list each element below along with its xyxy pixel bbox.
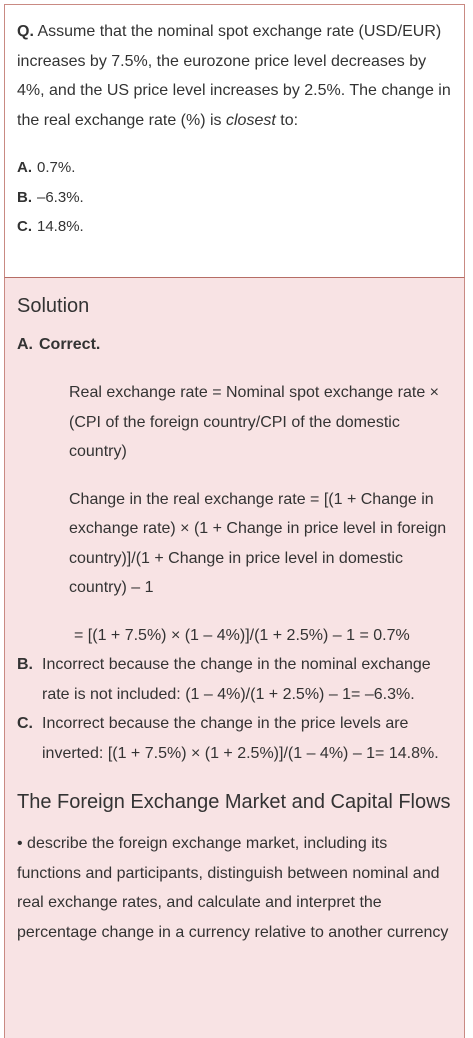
question-prefix: Q.: [17, 23, 34, 40]
formula-real-rate: Real exchange rate = Nominal spot exchange rate × (CPI of the foreign country/CPI of the domestic country): [69, 384, 440, 460]
option-letter: C.: [17, 218, 32, 235]
option-text: 14.8%.: [37, 218, 84, 235]
answer-options: [17, 153, 452, 242]
incorrect-text: Incorrect because the change in the price levels are inverted: [(1 + 7.5%) × (1 + 2.5%)]/(1 – 4%) – 1= 14.8%.: [42, 715, 439, 762]
correct-letter: A.: [17, 336, 33, 353]
solution-card: [4, 278, 465, 1038]
question-main: Assume that the nominal spot exchange rate (USD/EUR) increases by 7.5%, the eurozone price level decreases by 4%, and the US price level increases by 2.5%. The change in the real exchange rate (%) is: [17, 23, 451, 129]
option-text: 0.7%.: [37, 159, 76, 176]
correct-answer: [17, 335, 452, 355]
calculation: = [(1 + 7.5%) × (1 – 4%)]/(1 + 2.5%) – 1 = 0.7%: [74, 626, 410, 644]
question-end: to:: [275, 111, 299, 129]
incorrect-letter: C.: [17, 715, 33, 732]
option-c[interactable]: [17, 212, 452, 242]
question-text: [17, 17, 452, 135]
correct-label: Correct.: [39, 336, 101, 353]
formula-change: Change in the real exchange rate = [(1 + Change in exchange rate) × (1 + Change in price level in foreign country)]/(1 + Change in price level in domestic country) – 1: [69, 490, 447, 596]
option-letter: B.: [17, 188, 32, 206]
solution-heading: Solution: [17, 295, 90, 317]
question-card: [4, 4, 465, 278]
incorrect-b: [17, 650, 452, 709]
incorrect-c: [17, 709, 452, 768]
question-emphasis: closest: [226, 111, 276, 129]
incorrect-text: Incorrect because the change in the nominal exchange rate is not included: (1 – 4%)/(1 + 2.5%) – 1= –6.3%.: [42, 656, 431, 703]
option-a[interactable]: [17, 153, 452, 183]
learning-outcome: • describe the foreign exchange market, including its functions and participants, distinguish between nominal and real exchange rates, and calculate and interpret the percentage change in a currency relative to another currency: [17, 835, 449, 941]
option-letter: A.: [17, 159, 32, 176]
incorrect-letter: B.: [17, 656, 33, 673]
option-b[interactable]: [17, 183, 452, 213]
topic-title: The Foreign Exchange Market and Capital Flows: [17, 791, 451, 813]
option-text: –6.3%.: [37, 188, 84, 206]
